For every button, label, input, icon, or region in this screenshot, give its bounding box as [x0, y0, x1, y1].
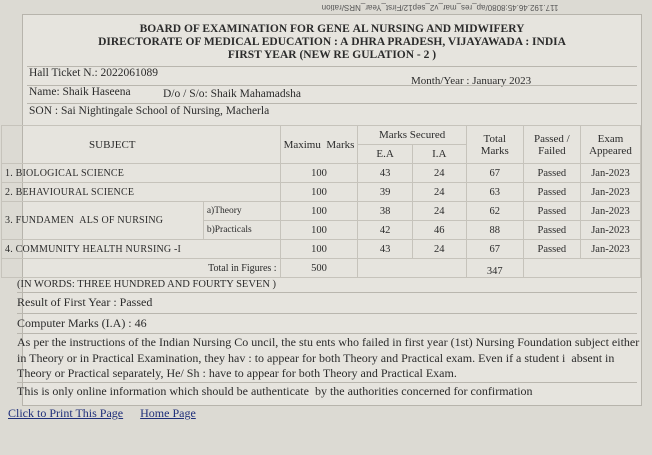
instruction-text: As per the instructions of the Indian Nursing Co uncil, the stu ents who failed in first year (1st) Nursing Foundation subject either in Theory or in Practical Examination, they hav : to appear for both Theory and Practical exam. Even if a student i absent in Theory or Practical separately, He/ Sh : have to appear for both Theory and Practical Exam.	[17, 335, 640, 380]
result-cell: Passed	[523, 202, 580, 221]
max-cell: 100	[280, 164, 358, 183]
ea-cell: 38	[358, 202, 412, 221]
ea-cell: 43	[358, 164, 412, 183]
subject-cell: 2. BEHAVIOURAL SCIENCE	[2, 183, 281, 202]
total-label: Total in Figures :	[2, 259, 281, 278]
max-cell: 100	[280, 183, 358, 202]
print-page-link[interactable]: Click to Print This Page	[8, 406, 124, 420]
subject-header: SUBJECT	[2, 126, 281, 164]
ia-cell: 24	[412, 202, 466, 221]
ia-header: I.A	[412, 145, 466, 164]
exam-cell: Jan-2023	[580, 202, 640, 221]
ia-cell: 46	[412, 221, 466, 240]
exam-cell: Jan-2023	[580, 183, 640, 202]
total-max: 500	[280, 259, 358, 278]
marks-secured-header: Marks Secured	[358, 126, 466, 145]
total-cell: 88	[466, 221, 523, 240]
part-cell: b)Practicals	[203, 221, 280, 240]
school-name: SON : Sai Nightingale School of Nursing, Macherla	[29, 105, 270, 117]
result-cell: Passed	[523, 240, 580, 259]
table-row	[2, 202, 641, 221]
year-title: FIRST YEAR (NEW RE GULATION - 2 )	[227, 49, 437, 61]
table-row	[2, 164, 641, 183]
ia-cell: 24	[412, 240, 466, 259]
max-cell: 100	[280, 221, 358, 240]
subject-cell: 4. COMMUNITY HEALTH NURSING -I	[2, 240, 281, 259]
table-row	[2, 183, 641, 202]
grand-total: 347	[466, 259, 523, 278]
table-row	[2, 240, 641, 259]
total-row	[2, 259, 641, 278]
computer-marks: Computer Marks (I.A) : 46	[17, 316, 147, 330]
exam-appeared-header: Exam Appeared	[580, 126, 640, 164]
result-sheet	[5, 14, 642, 406]
total-header: Total Marks	[466, 126, 523, 164]
part-cell: a)Theory	[203, 202, 280, 221]
directorate-title: DIRECTORATE OF MEDICAL EDUCATION : A DHRA PRADESH, VIJAYAWADA : INDIA	[98, 36, 566, 48]
board-title: BOARD OF EXAMINATION FOR GENE AL NURSING AND MIDWIFERY	[139, 23, 525, 35]
result-cell: Passed	[523, 164, 580, 183]
result-cell: Passed	[523, 221, 580, 240]
max-cell: 100	[280, 202, 358, 221]
browser-url-text: 117.192.46.45:8080/ap_res_mar_v2_sep12/First_Year_NRS/ration	[321, 3, 559, 12]
subject-cell: 3. FUNDAMEN ALS OF NURSING	[2, 202, 204, 240]
max-cell: 100	[280, 240, 358, 259]
month-year: Month/Year : January 2023	[411, 75, 532, 87]
total-cell: 62	[466, 202, 523, 221]
passed-failed-header: Passed / Failed	[523, 126, 580, 164]
exam-cell: Jan-2023	[580, 240, 640, 259]
ea-cell: 39	[358, 183, 412, 202]
parent-name: D/o / S/o: Shaik Mahamadsha	[163, 88, 301, 100]
ia-cell: 24	[412, 164, 466, 183]
subject-cell: 1. BIOLOGICAL SCIENCE	[2, 164, 281, 183]
total-cell: 67	[466, 164, 523, 183]
result-text: Result of First Year : Passed	[17, 295, 153, 309]
exam-cell: Jan-2023	[580, 164, 640, 183]
hall-ticket: Hall Ticket N.: 2022061089	[29, 67, 159, 79]
disclaimer-text: This is only online information which should be authenticate by the authorities concerned for confirmation	[17, 384, 533, 398]
exam-cell: Jan-2023	[580, 221, 640, 240]
max-marks-header: Maximu Marks	[280, 126, 358, 164]
footer-links	[8, 406, 210, 421]
home-page-link[interactable]: Home Page	[140, 406, 196, 420]
candidate-name: Name: Shaik Haseena	[29, 86, 131, 98]
total-cell: 67	[466, 240, 523, 259]
ea-cell: 43	[358, 240, 412, 259]
result-cell: Passed	[523, 183, 580, 202]
ia-cell: 24	[412, 183, 466, 202]
ea-cell: 42	[358, 221, 412, 240]
total-cell: 63	[466, 183, 523, 202]
ea-header: E.A	[358, 145, 412, 164]
marks-table	[1, 125, 641, 278]
in-words: (IN WORDS: THREE HUNDRED AND FOURTY SEVEN )	[17, 279, 277, 290]
